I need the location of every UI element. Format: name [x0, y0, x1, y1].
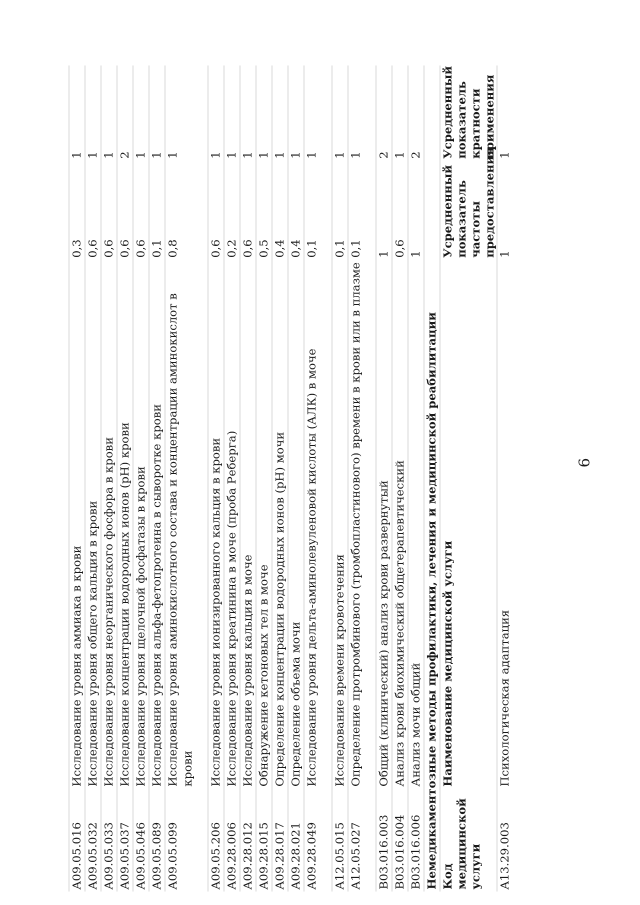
service-code: A13.29.003 — [497, 788, 513, 891]
service-code: A09.28.049 — [304, 788, 320, 891]
medical-services-table — [68, 65, 512, 891]
service-name: Исследование уровня альфа-фетопротеина в сыворотке крови — [149, 259, 165, 788]
service-code: A09.05.099 — [165, 788, 196, 891]
frequency-value: 0,1 — [332, 160, 348, 259]
multiplicity-value: 1 — [272, 65, 288, 160]
table-body — [69, 65, 513, 891]
service-name: Исследование уровня дельта-аминолевуленовой кислоты (АЛК) в моче — [304, 259, 320, 788]
service-code: A12.05.027 — [348, 788, 364, 891]
multiplicity-value: 1 — [288, 65, 304, 160]
table-row — [497, 65, 513, 891]
table-header-row — [440, 65, 497, 891]
service-code: B03.016.006 — [408, 788, 424, 891]
table-row — [392, 65, 408, 891]
table-row — [240, 65, 256, 891]
service-name: Анализ мочи общий — [408, 259, 424, 788]
service-name: Исследование уровня кальция в моче — [240, 259, 256, 788]
frequency-value: 0,6 — [85, 160, 101, 259]
frequency-value: 0,6 — [392, 160, 408, 259]
multiplicity-value: 1 — [256, 65, 272, 160]
frequency-value: 0,3 — [69, 160, 85, 259]
service-name: Исследование уровня аммиака в крови — [69, 259, 85, 788]
section-heading-row — [424, 65, 440, 891]
multiplicity-value: 1 — [165, 65, 196, 160]
header-frequency: Усредненный показатель частоты предоставления — [440, 146, 496, 258]
service-name: Общий (клинический) анализ крови развернутый — [376, 259, 392, 788]
table-row — [304, 65, 320, 891]
table-row — [272, 65, 288, 891]
service-code: A09.28.012 — [240, 788, 256, 891]
service-name: Исследование концентрации водородных ионов (pH) крови — [117, 259, 133, 788]
section-title: Немедикаментозные методы профилактики, лечения и медицинской реабилитации — [424, 65, 440, 891]
frequency-value: 0,6 — [117, 160, 133, 259]
table-row — [332, 65, 348, 891]
frequency-value: 0,1 — [348, 160, 364, 259]
table-row — [288, 65, 304, 891]
table-row — [117, 65, 133, 891]
frequency-value: 0,6 — [101, 160, 117, 259]
service-name: Определение концентрации водородных ионов (pH) мочи — [272, 259, 288, 788]
service-code: A12.05.015 — [332, 788, 348, 891]
service-code: A09.28.015 — [256, 788, 272, 891]
service-name: Исследование уровня щелочной фосфатазы в крови — [133, 259, 149, 788]
multiplicity-value: 2 — [408, 65, 424, 160]
service-name: Анализ крови биохимический общетерапевтический — [392, 259, 408, 788]
service-name: Исследование уровня неорганического фосфора в крови — [101, 259, 117, 788]
service-code: A09.05.033 — [101, 788, 117, 891]
service-code: A09.28.017 — [272, 788, 288, 891]
table-row — [376, 65, 392, 891]
frequency-value: 0,4 — [288, 160, 304, 259]
table-row — [101, 65, 117, 891]
service-name: Обнаружение кетоновых тел в моче — [256, 259, 272, 788]
multiplicity-value: 1 — [85, 65, 101, 160]
service-code: B03.016.004 — [392, 788, 408, 891]
header-code: Код медицинской услуги — [440, 788, 497, 891]
frequency-value: 1 — [408, 160, 424, 259]
multiplicity-value: 1 — [69, 65, 85, 160]
table-row — [133, 65, 149, 891]
multiplicity-value: 1 — [224, 65, 240, 160]
service-code: A09.28.006 — [224, 788, 240, 891]
frequency-value: 0,6 — [208, 160, 224, 259]
service-code: A09.05.037 — [117, 788, 133, 891]
service-name: Исследование уровня ионизированного кальция в крови — [208, 259, 224, 788]
multiplicity-value: 1 — [392, 65, 408, 160]
table-row — [85, 65, 101, 891]
service-name: Исследование уровня общего кальция в крови — [85, 259, 101, 788]
multiplicity-value: 2 — [376, 65, 392, 160]
frequency-value: 0,2 — [224, 160, 240, 259]
frequency-value: 0,1 — [149, 160, 165, 259]
multiplicity-value: 1 — [348, 65, 364, 160]
frequency-value: 0,1 — [304, 160, 320, 259]
service-name: Определение объема мочи — [288, 259, 304, 788]
page-number: 6 — [575, 457, 593, 467]
table-row — [224, 65, 240, 891]
service-code: A09.05.206 — [208, 788, 224, 891]
service-code: A09.05.032 — [85, 788, 101, 891]
header-multiplicity: Усредненный показатель кратности применения — [440, 65, 496, 159]
multiplicity-value: 1 — [304, 65, 320, 160]
table-row — [69, 65, 85, 891]
service-code: A09.05.089 — [149, 788, 165, 891]
multiplicity-value: 1 — [101, 65, 117, 160]
multiplicity-value: 1 — [149, 65, 165, 160]
multiplicity-value: 1 — [497, 65, 513, 160]
service-name: Исследование уровня аминокислотного состава и концентрации аминокислот в крови — [165, 259, 196, 788]
multiplicity-value: 1 — [240, 65, 256, 160]
service-name: Исследование времени кровотечения — [332, 259, 348, 788]
frequency-value: 0,5 — [256, 160, 272, 259]
row-spacer — [363, 65, 376, 891]
multiplicity-value: 2 — [117, 65, 133, 160]
service-code: A09.28.021 — [288, 788, 304, 891]
frequency-value: 0,6 — [133, 160, 149, 259]
header-name: Наименование медицинской услуги — [440, 259, 497, 788]
table-row — [256, 65, 272, 891]
table-row — [208, 65, 224, 891]
frequency-value: 0,6 — [240, 160, 256, 259]
frequency-value: 0,4 — [272, 160, 288, 259]
row-spacer — [319, 65, 332, 891]
multiplicity-value: 1 — [332, 65, 348, 160]
service-name: Определение протромбинового (тромбопластинового) времени в крови или в плазме — [348, 259, 364, 788]
table-row — [165, 65, 196, 891]
frequency-value: 0,8 — [165, 160, 196, 259]
multiplicity-value: 1 — [133, 65, 149, 160]
service-name: Психологическая адаптация — [497, 259, 513, 788]
frequency-value: 1 — [497, 160, 513, 259]
service-code: A09.05.016 — [69, 788, 85, 891]
frequency-value: 1 — [376, 160, 392, 259]
row-spacer — [195, 65, 208, 891]
table-row — [149, 65, 165, 891]
service-name: Исследование уровня креатинина в моче (проба Реберга) — [224, 259, 240, 788]
table-row — [348, 65, 364, 891]
service-code: A09.05.046 — [133, 788, 149, 891]
multiplicity-value: 1 — [208, 65, 224, 160]
service-code: B03.016.003 — [376, 788, 392, 891]
table-row — [408, 65, 424, 891]
